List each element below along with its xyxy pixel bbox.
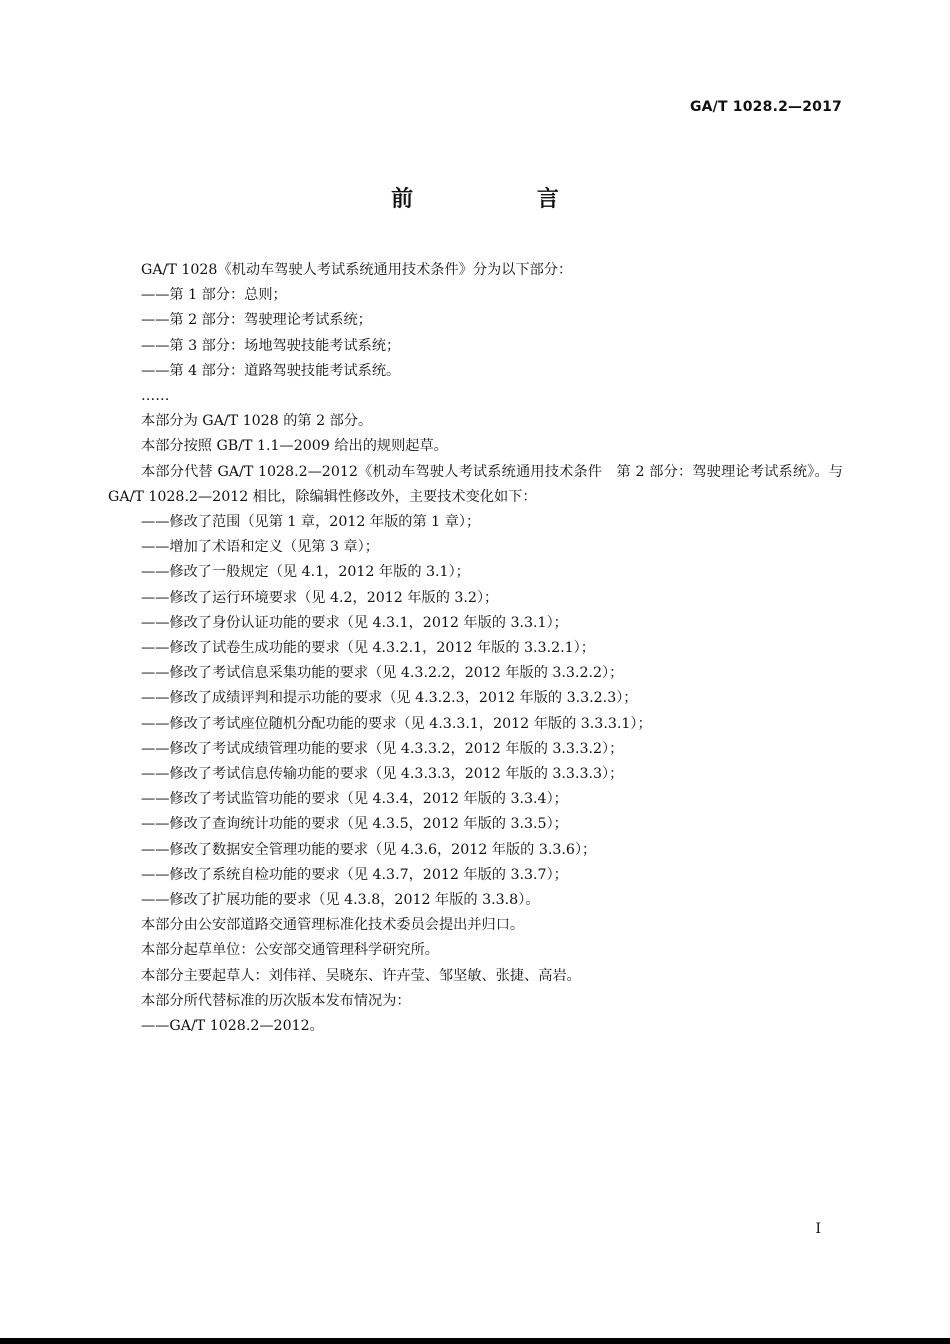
change-item: ——修改了系统自检功能的要求（见 4.3.7，2012 年版的 3.3.7）； [141,866,568,883]
list-item-history-version: ——GA/T 1028.2—2012。 [141,1018,324,1035]
list-item-part-4: ——第 4 部分：道路驾驶技能考试系统。 [141,362,401,379]
change-item: ——修改了成绩评判和提示功能的要求（见 4.3.2.3，2012 年版的 3.3.2.3）； [141,690,638,707]
change-item: ——修改了身份认证功能的要求（见 4.3.1，2012 年版的 3.3.1）； [141,614,568,631]
paragraph-drafters: 本部分主要起草人：刘伟祥、吴晓东、许卉莹、邹坚敏、张捷、高岩。 [141,967,581,984]
list-item-part-1: ——第 1 部分：总则； [141,287,287,304]
page-number: I [815,1221,821,1237]
paragraph-drafting-rules: 本部分按照 GB/T 1.1—2009 给出的规则起草。 [141,438,448,455]
change-item: ——修改了考试监管功能的要求（见 4.3.4，2012 年版的 3.3.4）； [141,791,568,808]
change-item: ——修改了考试信息传输功能的要求（见 4.3.3.3，2012 年版的 3.3.3.3）； [141,766,624,783]
change-item: ——修改了运行环境要求（见 4.2，2012 年版的 3.2）； [141,589,499,606]
change-item: ——修改了一般规定（见 4.1，2012 年版的 3.1）； [141,564,470,581]
change-item: ——修改了数据安全管理功能的要求（见 4.3.6，2012 年版的 3.3.6）； [141,841,597,858]
change-item: ——修改了考试座位随机分配功能的要求（见 4.3.3.1，2012 年版的 3.3.3.1）； [141,715,652,732]
list-item-part-2: ——第 2 部分：驾驶理论考试系统； [141,312,372,329]
change-item: ——修改了试卷生成功能的要求（见 4.3.2.1，2012 年版的 3.3.2.1）； [141,640,595,657]
list-item-part-3: ——第 3 部分：场地驾驶技能考试系统； [141,337,401,354]
change-item: ——修改了查询统计功能的要求（见 4.3.5，2012 年版的 3.3.5）； [141,816,568,833]
change-item: ——修改了范围（见第 1 章，2012 年版的第 1 章）； [141,514,481,531]
paragraph-history: 本部分所代替标准的历次版本发布情况为： [141,992,411,1009]
paragraph-drafting-unit: 本部分起草单位：公安部交通管理科学研究所。 [141,942,439,959]
paragraph-replacement: 本部分代替 GA/T 1028.2—2012《机动车驾驶人考试系统通用技术条件 第 2 部分：驾驶理论考试系统》。与 GA/T 1028.2—2012 相比，除编辑性修改外，主要技术变化如下： [108,463,843,505]
foreword-body [108,258,843,1039]
ellipsis-line: …… [141,388,170,405]
change-item: ——修改了考试成绩管理功能的要求（见 4.3.3.2，2012 年版的 3.3.3.2）； [141,740,624,757]
page-title: 前 言 [391,187,617,212]
change-item: ——修改了扩展功能的要求（见 4.3.8，2012 年版的 3.3.8）。 [141,892,540,909]
paragraph-intro: GA/T 1028《机动车驾驶人考试系统通用技术条件》分为以下部分： [141,262,573,278]
paragraph-part-number: 本部分为 GA/T 1028 的第 2 部分。 [141,413,373,430]
change-item: ——增加了术语和定义（见第 3 章）； [141,539,379,556]
paragraph-proposer: 本部分由公安部道路交通管理标准化技术委员会提出并归口。 [141,917,525,934]
change-item: ——修改了考试信息采集功能的要求（见 4.3.2.2，2012 年版的 3.3.2.2）； [141,665,624,682]
standard-code: GA/T 1028.2—2017 [689,99,842,115]
bottom-border [0,1338,950,1344]
